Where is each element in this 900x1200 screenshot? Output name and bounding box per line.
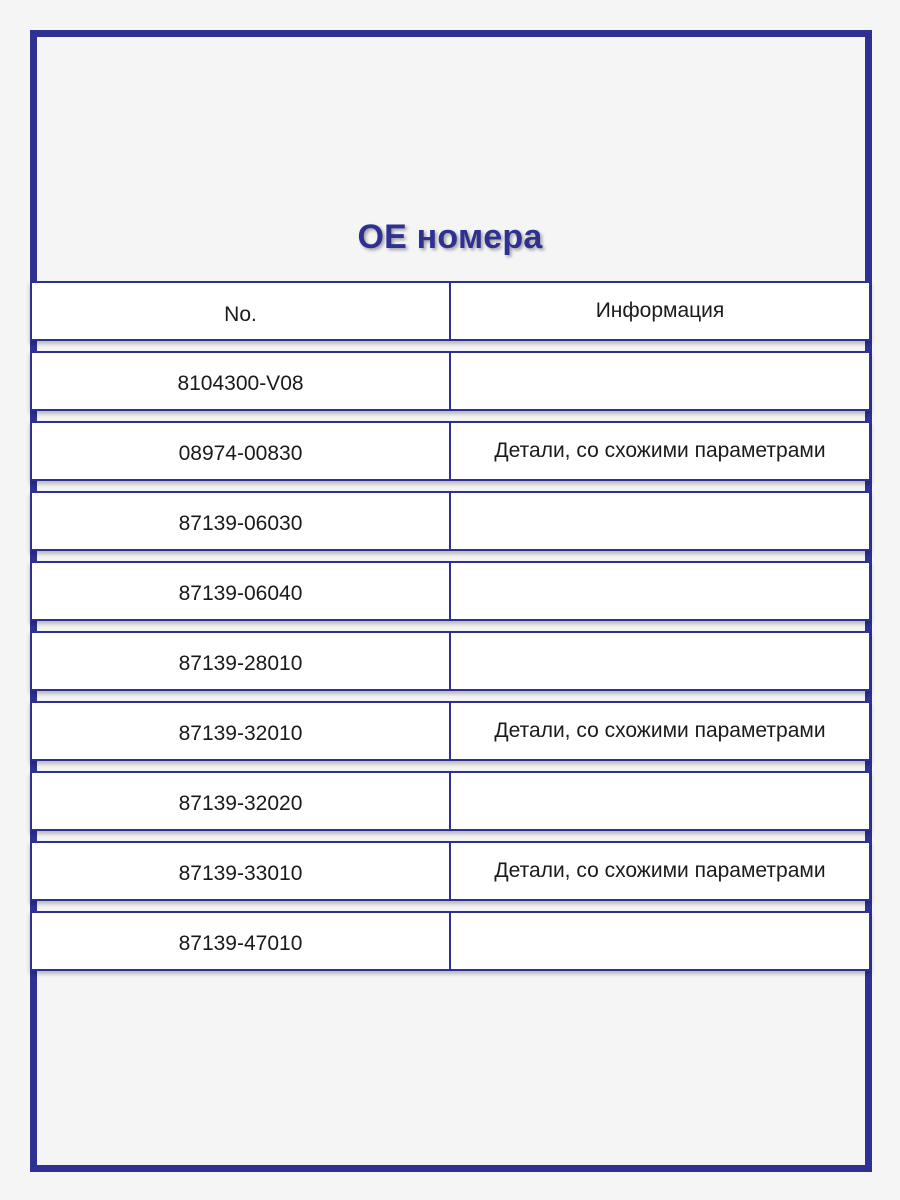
- table-row: [30, 491, 871, 551]
- info-cell: [451, 353, 869, 409]
- info-cell: [451, 563, 869, 619]
- oe-number-cell: 87139-32020: [32, 773, 451, 829]
- info-cell: [451, 493, 869, 549]
- oe-number-cell: 87139-28010: [32, 633, 451, 689]
- header-no: No.: [32, 283, 451, 339]
- info-cell: Детали, со схожими параметрами: [494, 859, 826, 882]
- table-row: [30, 841, 871, 901]
- table-row: [30, 631, 871, 691]
- info-cell: [451, 773, 869, 829]
- table-row: [30, 421, 871, 481]
- oe-number-cell: 08974-00830: [32, 423, 451, 479]
- table-row: [30, 701, 871, 761]
- oe-number-cell: 87139-32010: [32, 703, 451, 759]
- header-info: Информация: [595, 299, 725, 322]
- info-cell: [451, 633, 869, 689]
- table-header-row: [30, 281, 871, 341]
- table-row: [30, 911, 871, 971]
- page-title: OE номера: [357, 218, 543, 256]
- oe-number-cell: 87139-33010: [32, 843, 451, 899]
- oe-number-cell: 87139-06040: [32, 563, 451, 619]
- oe-number-cell: 87139-06030: [32, 493, 451, 549]
- table-row: [30, 561, 871, 621]
- info-cell: Детали, со схожими параметрами: [494, 439, 826, 462]
- info-cell: [451, 913, 869, 969]
- oe-number-cell: 8104300-V08: [32, 353, 451, 409]
- table-row: [30, 771, 871, 831]
- oe-number-cell: 87139-47010: [32, 913, 451, 969]
- info-cell: Детали, со схожими параметрами: [494, 719, 826, 742]
- table-row: [30, 351, 871, 411]
